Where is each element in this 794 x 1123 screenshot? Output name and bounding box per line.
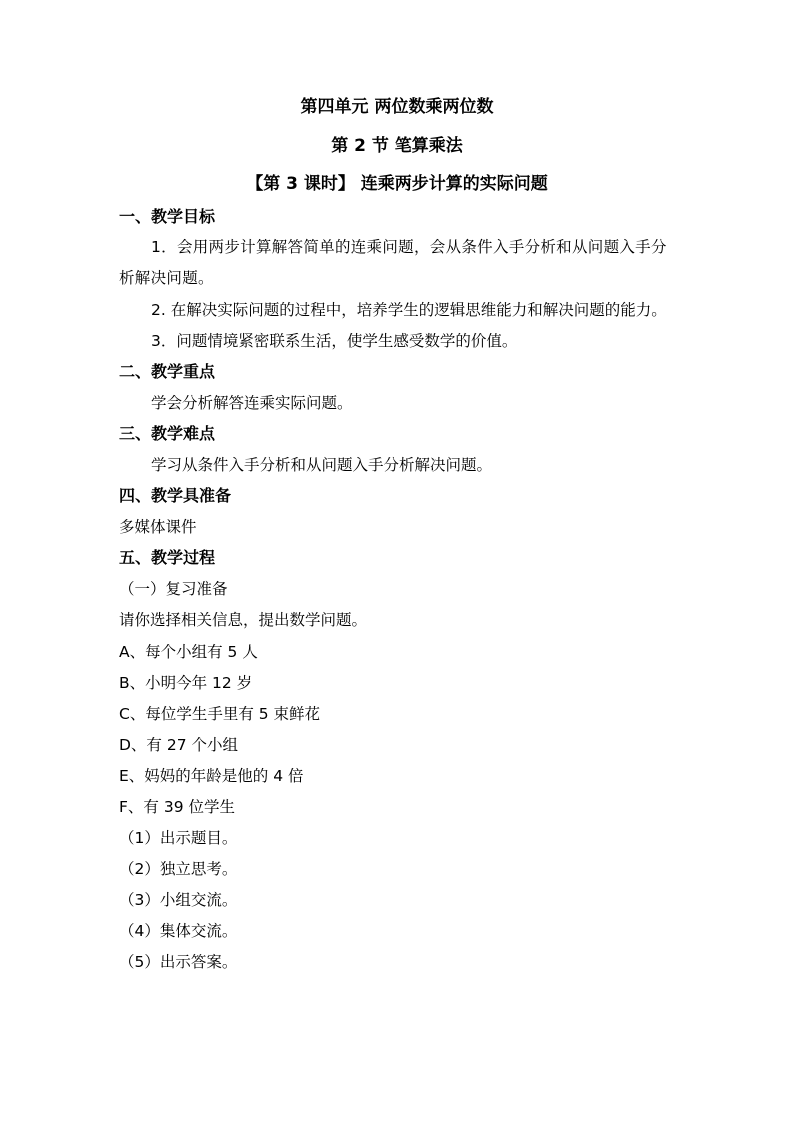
- difficulties-text: 学习从条件入手分析和从问题入手分析解决问题。: [151, 456, 493, 474]
- process-heading: 五、教学过程: [119, 548, 216, 567]
- process-instruction: 请你选择相关信息，提出数学问题。: [119, 611, 368, 629]
- option-c: C、每位学生手里有 5 束鲜花: [119, 705, 321, 723]
- objective-item-2: 2. 在解决实际问题的过程中，培养学生的逻辑思维能力和解决问题的能力。: [151, 301, 667, 319]
- lesson-title: 【第 3 课时】 连乘两步计算的实际问题: [246, 174, 548, 194]
- objective-item-1: 1．会用两步计算解答简单的连乘问题，会从条件入手分析和从问题入手分析解决问题。: [119, 238, 667, 287]
- option-b: B、小明今年 12 岁: [119, 674, 253, 692]
- materials-text: 多媒体课件: [119, 518, 197, 536]
- option-e: E、妈妈的年龄是他的 4 倍: [119, 767, 304, 785]
- difficulties-heading: 三、教学难点: [119, 424, 216, 443]
- key-points-heading: 二、教学重点: [119, 362, 216, 381]
- objective-item-3: 3．问题情境紧密联系生活，使学生感受数学的价值。: [151, 332, 518, 350]
- key-points-text: 学会分析解答连乘实际问题。: [151, 394, 353, 412]
- option-f: F、有 39 位学生: [119, 798, 235, 816]
- process-part1: （一）复习准备: [119, 580, 228, 598]
- step-5: （5）出示答案。: [119, 953, 238, 971]
- option-d: D、有 27 个小组: [119, 736, 239, 754]
- step-4: （4）集体交流。: [119, 922, 238, 940]
- step-3: （3）小组交流。: [119, 891, 238, 909]
- materials-heading: 四、教学具准备: [119, 486, 232, 505]
- objectives-heading: 一、教学目标: [119, 207, 216, 226]
- step-1: （1）出示题目。: [119, 829, 238, 847]
- section-title: 第 2 节 笔算乘法: [331, 136, 463, 156]
- unit-title: 第四单元 两位数乘两位数: [300, 97, 494, 117]
- option-a: A、每个小组有 5 人: [119, 643, 258, 661]
- step-2: （2）独立思考。: [119, 860, 238, 878]
